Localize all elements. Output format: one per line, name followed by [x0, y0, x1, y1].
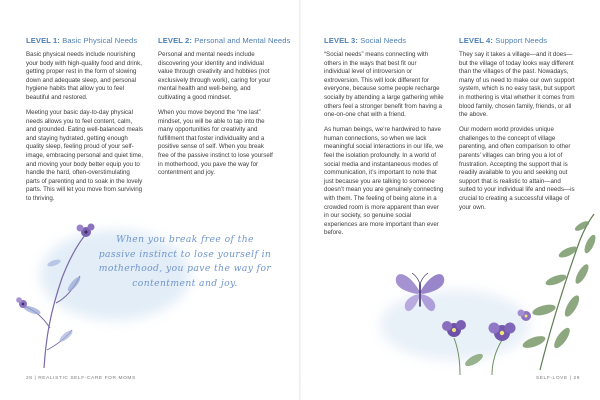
- violet-icon: [442, 320, 466, 337]
- level-label: LEVEL 4:: [459, 36, 493, 45]
- level-label: LEVEL 3:: [324, 36, 358, 45]
- level-title: Support Needs: [495, 36, 548, 45]
- paragraph: Basic physical needs include nourishing your body with high-quality food and drink, getting proper rest in the form of slowing down and adequate sleep, and personal hygiene habits that allow you to feel beautiful and restored.: [26, 51, 142, 101]
- column-level-2: [158, 36, 291, 184]
- leaf-branch-illustration: [520, 210, 600, 370]
- level-title: Personal and Mental Needs: [194, 36, 291, 45]
- paragraph: Meeting your basic day-to-day physical needs allows you to feel content, calm, and grounded. Eating well-balanced meals and staying hydrated, getting enough quality sleep, feeling proud of your self-image, embracing personal and quiet time, and moving your body better equip you to handle the hard, often-overstimulating parts of parenting and to soak in the lovely parts. This will let you move from surviving to thriving.: [26, 109, 143, 202]
- level-label: LEVEL 1:: [26, 36, 60, 45]
- column-level-4: [459, 36, 579, 219]
- leaf-icon: [521, 219, 597, 350]
- paragraph: Our modern world provides unique challenges to the concept of village parenting, and often comparison to other parents’ villages can bring you a lot of frustration. Accepting the support that is readily available to you and seeking out support that is realistic to attain—and suited to your individual life and needs—is crucial to creating a successful village of your own.: [459, 126, 575, 211]
- flower-icon: [77, 224, 95, 238]
- flower-icon: [16, 297, 27, 308]
- level-title: Basic Physical Needs: [62, 36, 138, 45]
- column-heading: [158, 36, 291, 45]
- paragraph: Personal and mental needs include discovering your identity and individual value through creativity and hobbies (not exclusively through work), caring for your mental health and well-being, and cultivating a good mindset.: [158, 51, 271, 101]
- page-gutter: [299, 0, 301, 400]
- level-title: Social Needs: [360, 36, 407, 45]
- flower-illustration-left: [14, 218, 104, 378]
- column-level-3: [324, 36, 444, 244]
- footer-right: SELF-LOVE | 29: [535, 376, 580, 381]
- paragraph: “Social needs” means connecting with others in the ways that best fit our individual level of introversion or extroversion. This will look different for everyone, because some people recharge socially by attending a large gathering while others feel a stronger benefit from having a one-on-one chat with a friend.: [324, 51, 444, 119]
- footer-left: 28 | REALISTIC SELF-CARE FOR MOMS: [26, 376, 136, 381]
- paragraph: They say it takes a village—and it does—but the village of today looks way different than the villages of the past. Nowadays, many of us need to make our own support system, which is no easy task, but support in mothering is vital whether it comes from blood family, chosen family, friends, or all the above.: [459, 51, 575, 119]
- paragraph: As human beings, we’re hardwired to have human connections, so when we lack meaningful social interactions in our life, we feel the isolation profoundly. In a world of social media and instantaneous modes of communication, it’s important to note that just because you are talking to someone doesn’t mean you are genuinely connecting with them. The feeling of being alone in a crowded room is more apparent than ever in our society, so genuine social experiences are more important than ever before.: [324, 126, 444, 237]
- pull-quote: When you break free of the passive instinct to lose yourself in motherhood, you pave the way for contentment and joy.: [98, 234, 272, 289]
- column-heading: [324, 36, 444, 45]
- column-heading: [26, 36, 144, 45]
- column-heading: [459, 36, 579, 45]
- paragraph: When you move beyond the “me last” mindset, you will be able to tap into the many opportunities for creativity and fulfillment that foster individuality and a positive sense of self. When you break free of the passive instinct to lose yourself in motherhood, you pave the way for contentment and joy.: [158, 109, 273, 177]
- column-level-1: [26, 36, 144, 210]
- violet-icon: [489, 323, 516, 342]
- level-label: LEVEL 2:: [158, 36, 192, 45]
